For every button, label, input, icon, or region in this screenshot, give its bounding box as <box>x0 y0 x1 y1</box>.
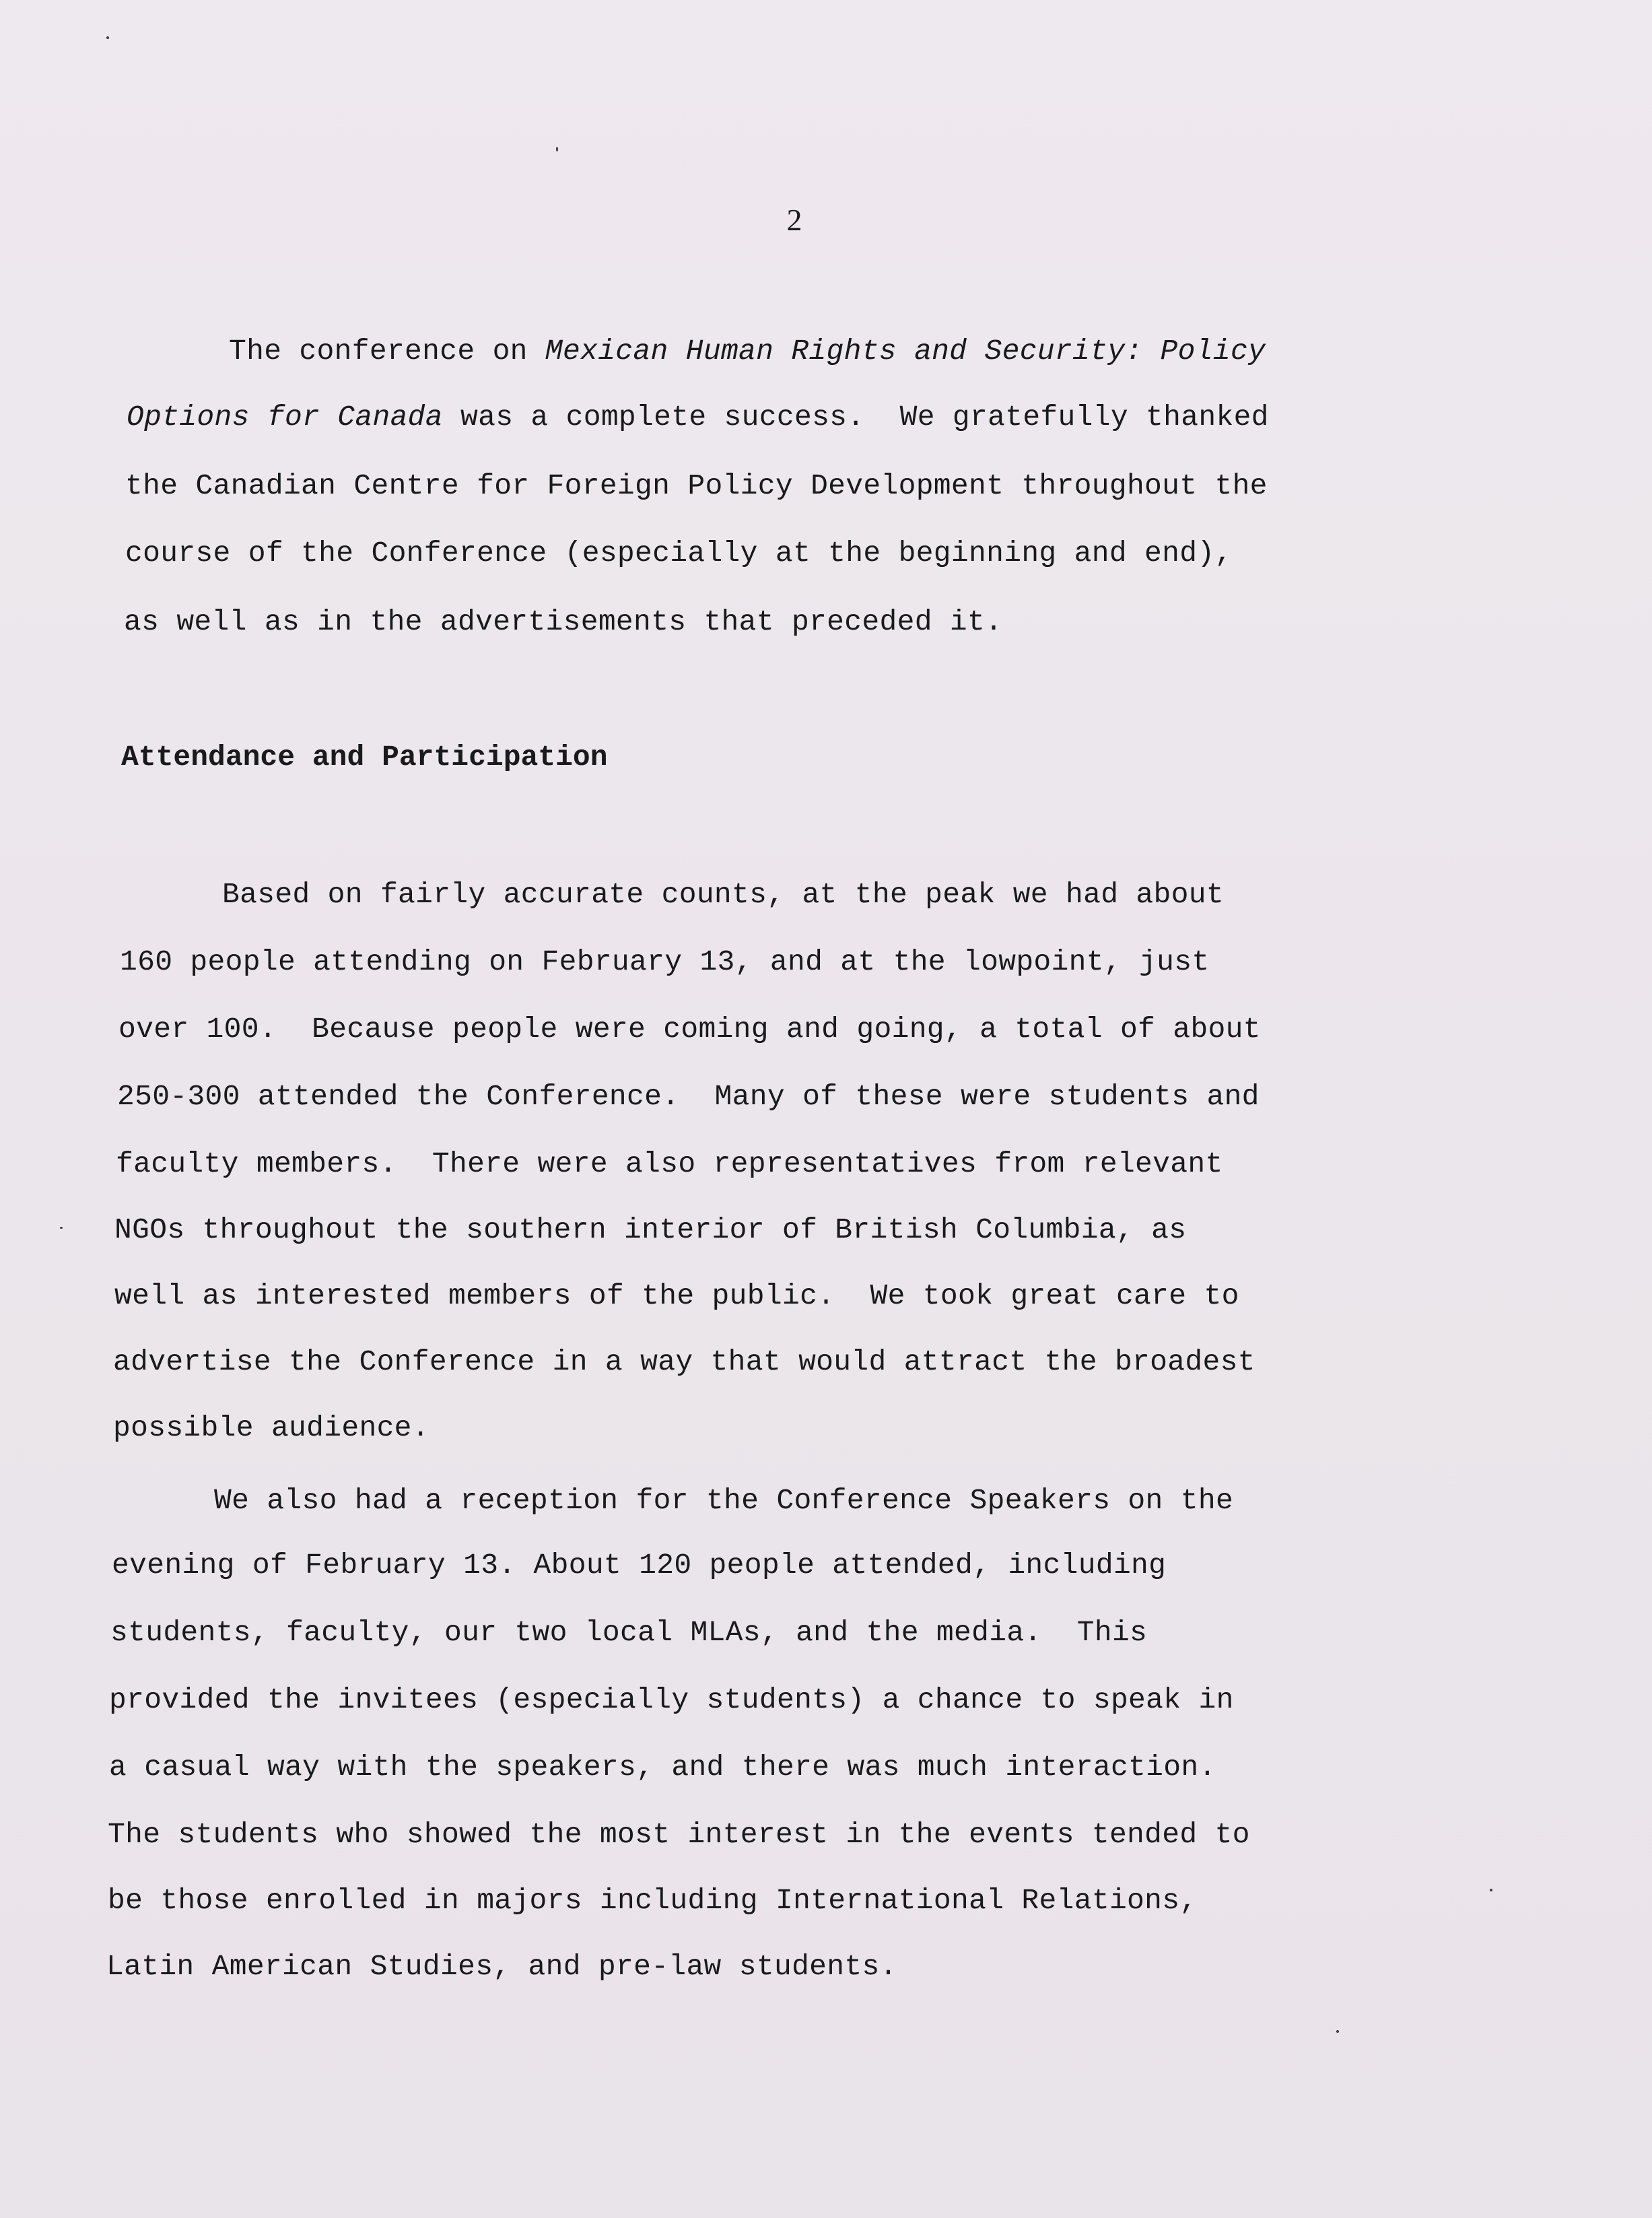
paragraph-2-line-4: 250-300 attended the Conference. Many of these were students and <box>117 1080 1260 1113</box>
paragraph-1-line-4: course of the Conference (especially at the beginning and end), <box>125 537 1233 570</box>
paragraph-3-line-3: students, faculty, our two local MLAs, and the media. This <box>110 1616 1148 1649</box>
text-segment: The conference on <box>229 335 545 368</box>
paragraph-3-line-1: We also had a reception for the Conference Speakers on the <box>214 1484 1234 1517</box>
scan-speck <box>1336 2030 1339 2033</box>
paragraph-1-line-1 <box>229 337 1266 366</box>
paragraph-2-line-3: over 100. Because people were coming and going, a total of about <box>118 1013 1261 1046</box>
scan-speck <box>106 36 109 39</box>
scan-speck <box>1490 1889 1492 1891</box>
paragraph-1-line-2 <box>127 403 1269 432</box>
paragraph-2-line-5: faculty members. There were also representatives from relevant <box>116 1147 1223 1180</box>
paragraph-3-line-7: be those enrolled in majors including International Relations, <box>108 1884 1198 1917</box>
paragraph-2-line-7: well as interested members of the public. We took great care to <box>114 1279 1239 1312</box>
scan-speck <box>60 1227 63 1229</box>
paragraph-2-line-8: advertise the Conference in a way that would attract the broadest <box>113 1345 1255 1378</box>
paragraph-3-line-2: evening of February 13. About 120 people attended, including <box>112 1549 1167 1582</box>
conference-title: Mexican Human Rights and Security: Policy <box>545 335 1266 368</box>
paragraph-3-line-4: provided the invitees (especially students) a chance to speak in <box>109 1683 1234 1716</box>
paragraph-1-line-5: as well as in the advertisements that preceded it. <box>124 605 1003 638</box>
text-segment: was a complete success. We gratefully thanked <box>442 401 1269 434</box>
paragraph-3-line-6: The students who showed the most interest in the events tended to <box>108 1818 1250 1851</box>
section-heading: Attendance and Participation <box>121 741 608 774</box>
paragraph-2-line-1: Based on fairly accurate counts, at the peak we had about <box>222 878 1224 911</box>
page-number: 2 <box>786 203 802 237</box>
scan-speck <box>556 147 558 152</box>
conference-title-continued: Options for Canada <box>127 401 443 434</box>
paragraph-3-line-5: a casual way with the speakers, and there was much interaction. <box>109 1751 1216 1784</box>
paragraph-2-line-2: 160 people attending on February 13, and at the lowpoint, just <box>120 945 1210 978</box>
paragraph-1-line-3: the Canadian Centre for Foreign Policy Development throughout the <box>125 469 1268 502</box>
paragraph-3-line-8: Latin American Studies, and pre-law students. <box>106 1950 897 1983</box>
paragraph-2-line-9: possible audience. <box>113 1411 429 1444</box>
paragraph-2-line-6: NGOs throughout the southern interior of British Columbia, as <box>114 1213 1187 1246</box>
